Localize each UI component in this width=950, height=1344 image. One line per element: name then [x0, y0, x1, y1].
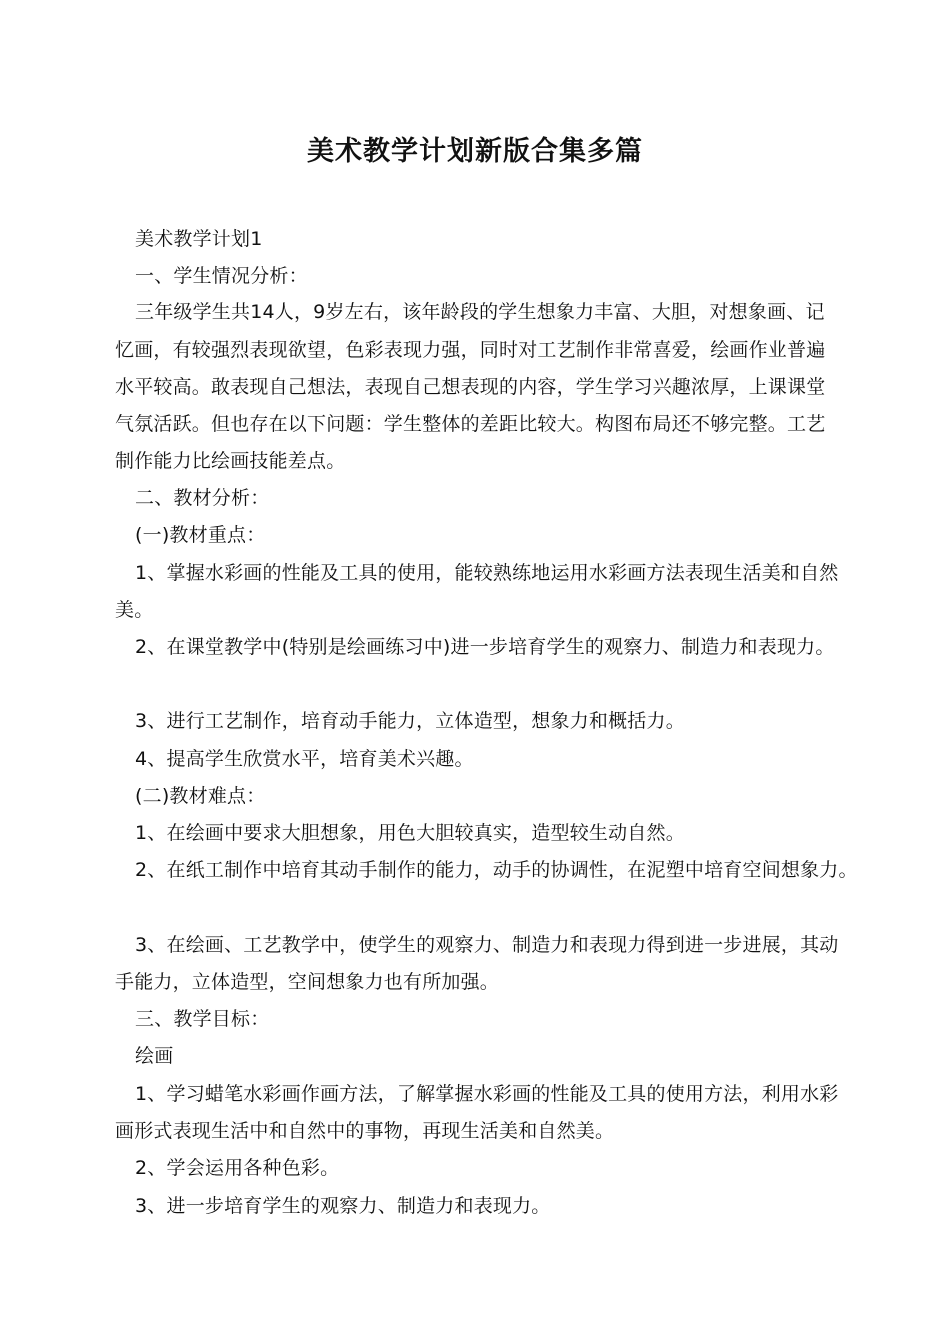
list-item: 3、进行工艺制作，培育动手能力，立体造型，想象力和概括力。	[135, 710, 685, 732]
section-heading: 一、学生情况分析：	[135, 265, 308, 287]
paragraph-line: 气氛活跃。但也存在以下问题：学生整体的差距比较大。构图布局还不够完整。工艺	[115, 413, 826, 435]
subsection-heading: (二)教材难点：	[135, 785, 266, 807]
list-item: 3、进一步培育学生的观察力、制造力和表现力。	[135, 1195, 551, 1217]
subsection-heading: 绘画	[135, 1045, 174, 1067]
paragraph-line: 美。	[115, 599, 154, 621]
paragraph-line: 水平较高。敢表现自己想法，表现自己想表现的内容，学生学习兴趣浓厚，上课课堂	[115, 376, 826, 398]
list-item: 1、在绘画中要求大胆想象，用色大胆较真实，造型较生动自然。	[135, 822, 685, 844]
paragraph-line: 制作能力比绘画技能差点。	[115, 450, 346, 472]
paragraph-line: 手能力，立体造型，空间想象力也有所加强。	[115, 971, 500, 993]
list-item: 2、学会运用各种色彩。	[135, 1157, 340, 1179]
paragraph-line: 三年级学生共14人，9岁左右，该年龄段的学生想象力丰富、大胆，对想象画、记	[135, 301, 825, 323]
section-heading: 美术教学计划1	[135, 228, 263, 250]
subsection-heading: (一)教材重点：	[135, 524, 266, 546]
list-item: 3、在绘画、工艺教学中，使学生的观察力、制造力和表现力得到进一步进展，其动	[135, 934, 839, 956]
paragraph-line: 忆画，有较强烈表现欲望，色彩表现力强，同时对工艺制作非常喜爱，绘画作业普遍	[115, 339, 826, 361]
list-item: 1、掌握水彩画的性能及工具的使用，能较熟练地运用水彩画方法表现生活美和自然	[135, 562, 839, 584]
list-item: 1、学习蜡笔水彩画作画方法，了解掌握水彩画的性能及工具的使用方法，利用水彩	[135, 1083, 839, 1105]
list-item: 2、在纸工制作中培育其动手制作的能力，动手的协调性，在泥塑中培育空间想象力。	[135, 859, 858, 881]
document-title: 美术教学计划新版合集多篇	[307, 136, 643, 167]
paragraph-line: 画形式表现生活中和自然中的事物，再现生活美和自然美。	[115, 1120, 615, 1142]
list-item: 2、在课堂教学中(特别是绘画练习中)进一步培育学生的观察力、制造力和表现力。	[135, 636, 835, 658]
section-heading: 三、教学目标：	[135, 1008, 270, 1030]
list-item: 4、提高学生欣赏水平，培育美术兴趣。	[135, 748, 474, 770]
section-heading: 二、教材分析：	[135, 487, 270, 509]
